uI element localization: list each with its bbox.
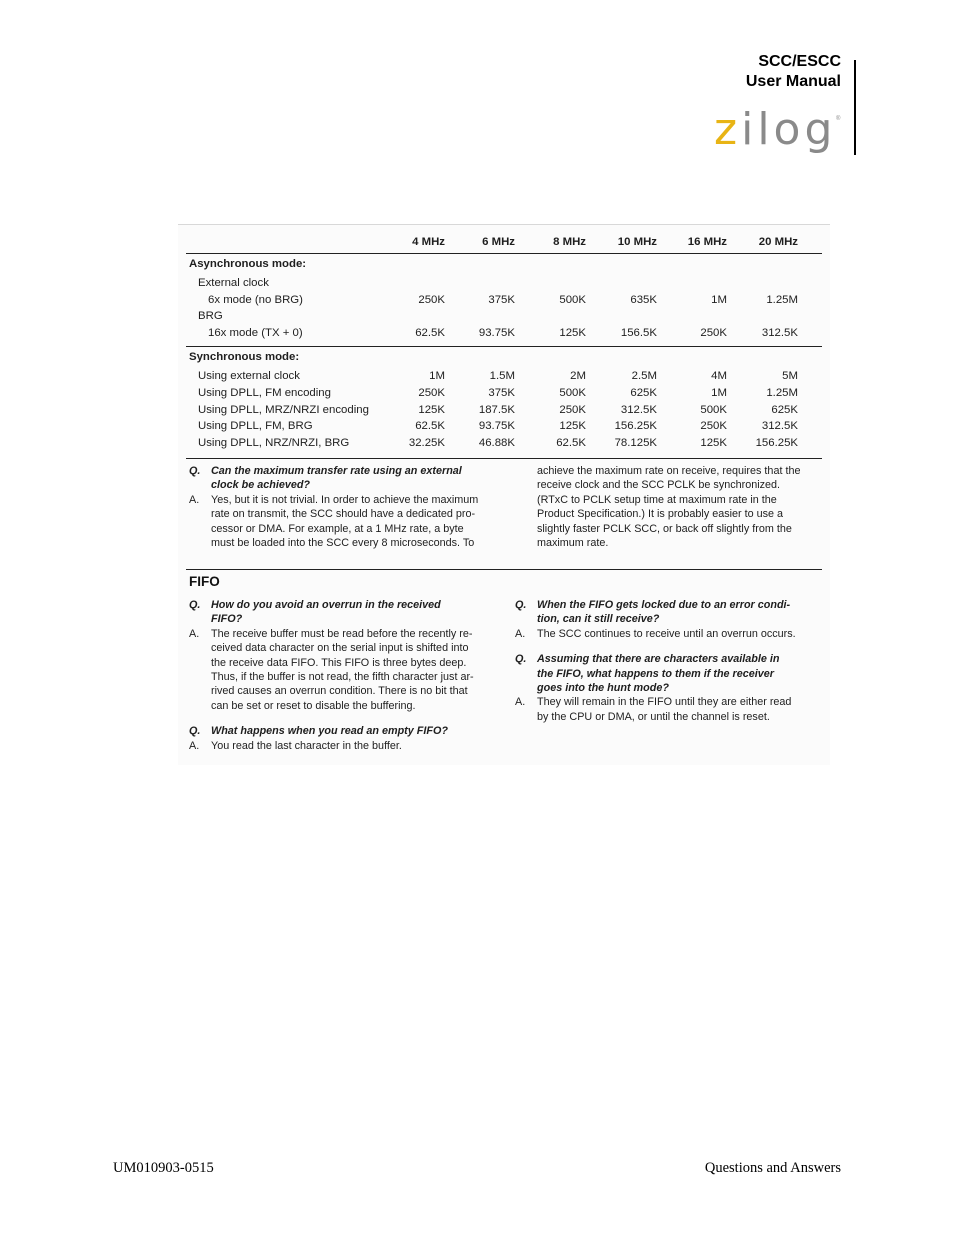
question bbox=[515, 652, 821, 695]
text-line: must be loaded into the SCC every 8 microseconds. To bbox=[211, 537, 475, 550]
svg-text:®: ® bbox=[836, 116, 841, 122]
rate-cell: 62.5K bbox=[556, 437, 586, 450]
text-line: Yes, but it is not trivial. In order to achieve the maximum bbox=[211, 493, 479, 506]
rate-cell: 187.5K bbox=[478, 403, 515, 416]
text-line: ceived data character on the serial input is shifted into bbox=[211, 642, 469, 655]
rate-cell: 625K bbox=[771, 403, 798, 416]
sync-row-label: Using DPLL, MRZ/NRZI encoding bbox=[198, 403, 369, 416]
text-line: maximum rate. bbox=[537, 537, 609, 550]
rate-cell: 312.5K bbox=[761, 420, 798, 433]
document-title bbox=[746, 52, 841, 92]
question-label: Q. bbox=[515, 653, 527, 666]
rate-cell: 4M bbox=[711, 370, 727, 382]
answer bbox=[189, 627, 495, 713]
fifo-rule bbox=[186, 569, 822, 570]
column-header: 20 MHz bbox=[758, 236, 798, 248]
rate-cell: 156.25K bbox=[614, 420, 657, 433]
table-header-rule bbox=[186, 253, 822, 254]
rate-cell: 1M bbox=[429, 370, 445, 382]
sync-row-label: Using DPLL, FM encoding bbox=[198, 386, 331, 399]
answer-text bbox=[537, 627, 821, 641]
text-line: clock be achieved? bbox=[211, 479, 311, 492]
question-text bbox=[537, 598, 821, 627]
answer: A. Yes, but it is not trivial. In order to achieve the maximum rate on transmit, the SCC should have a dedicated pro- cessor or DMA. For example, at a 1 MHz rate, a byte must be loaded into the SCC every 8 microseconds. To bbox=[189, 493, 495, 551]
answer-label: A. bbox=[515, 627, 526, 640]
rate-cell: 32.25K bbox=[408, 437, 445, 450]
fifo-right-column bbox=[515, 598, 821, 724]
text-line: achieve the maximum rate on receive, requires that the bbox=[537, 465, 801, 477]
rate-cell: 1M bbox=[711, 294, 727, 306]
rate-cell: 125K bbox=[700, 437, 727, 450]
footer-section: Questions and Answers bbox=[704, 1160, 841, 1176]
text-line: the receive data FIFO. This FIFO is three bytes deep. bbox=[211, 656, 467, 669]
column-header: 10 MHz bbox=[617, 236, 657, 248]
rate-cell: 5M bbox=[782, 370, 798, 382]
text-line: rived causes an overrun condition. There is no bit that bbox=[211, 685, 468, 698]
question-label: Q. bbox=[189, 599, 201, 611]
header-divider bbox=[854, 60, 856, 155]
title-product: SCC/ESCC bbox=[758, 53, 841, 70]
sync-heading: Synchronous mode: bbox=[189, 351, 300, 363]
sync-row-label: Using DPLL, FM, BRG bbox=[198, 420, 313, 433]
text-line: When the FIFO gets locked due to an error condi- bbox=[537, 599, 791, 611]
question-text bbox=[537, 652, 821, 695]
rate-cell: 250K bbox=[700, 327, 727, 339]
rate-cell: 375K bbox=[488, 386, 515, 399]
rate-cell: 500K bbox=[700, 403, 727, 416]
text-line: The receive buffer must be read before the recently re- bbox=[211, 627, 473, 640]
rate-cell: 62.5K bbox=[415, 420, 445, 433]
question-label: Q. bbox=[515, 599, 527, 611]
async-external-clock-label: External clock bbox=[198, 277, 269, 289]
rate-cell: 62.5K bbox=[415, 327, 445, 339]
question-text bbox=[211, 724, 495, 738]
answer-continued bbox=[537, 464, 821, 550]
text-line: FIFO? bbox=[211, 613, 243, 626]
rate-cell: 2M bbox=[570, 370, 586, 382]
answer bbox=[189, 739, 495, 753]
text-line: by the CPU or DMA, or until the channel is reset. bbox=[537, 710, 770, 723]
question bbox=[189, 724, 495, 738]
rate-cell: 1.5M bbox=[489, 370, 515, 382]
answer bbox=[515, 695, 821, 724]
question bbox=[515, 598, 821, 627]
spacer bbox=[515, 641, 821, 652]
logo-z-letter: z bbox=[714, 108, 742, 155]
rate-cell: 312.5K bbox=[761, 327, 798, 339]
spacer bbox=[189, 713, 495, 724]
answer-text bbox=[537, 695, 821, 724]
rate-cell: 125K bbox=[559, 327, 586, 339]
rate-cell: 156.25K bbox=[755, 437, 798, 450]
text-line: receive clock and the SCC PCLK be synchronized. bbox=[537, 479, 781, 492]
column-header: 6 MHz bbox=[482, 236, 515, 248]
text-line: (RTxC to PCLK setup time at maximum rate in the bbox=[537, 493, 777, 506]
rate-cell: 250K bbox=[418, 386, 445, 399]
rate-cell: 46.88K bbox=[478, 437, 515, 450]
text-line: Can the maximum transfer rate using an external bbox=[211, 465, 462, 477]
zilog-logo bbox=[714, 108, 844, 156]
question bbox=[189, 598, 495, 627]
text-line: rate on transmit, the SCC should have a dedicated pro- bbox=[211, 508, 476, 521]
question-text bbox=[211, 598, 495, 627]
rate-cell: 1.25M bbox=[766, 386, 798, 399]
text-line: How do you avoid an overrun in the received bbox=[211, 599, 441, 611]
question-label: Q. bbox=[189, 725, 201, 738]
async-row-label: 6x mode (no BRG) bbox=[208, 294, 303, 306]
section-rule bbox=[186, 346, 822, 347]
column-header: 8 MHz bbox=[553, 236, 586, 248]
text-line: slightly faster PCLK SCC, or back off slightly from the bbox=[537, 522, 792, 535]
rate-cell: 250K bbox=[700, 420, 727, 433]
answer-text bbox=[211, 627, 495, 713]
rate-cell: 250K bbox=[559, 403, 586, 416]
text-line: can be set or reset to disable the buffering. bbox=[211, 699, 416, 712]
rate-cell: 78.125K bbox=[614, 437, 657, 450]
text-line: Product Specification.) It is probably easier to use a bbox=[537, 508, 784, 521]
text-line: tion, can it still receive? bbox=[537, 613, 660, 626]
question: Q. Can the maximum transfer rate using an external clock be achieved? bbox=[189, 464, 495, 493]
column-header: 4 MHz bbox=[412, 236, 445, 248]
qa-transfer-right bbox=[537, 464, 821, 550]
answer bbox=[515, 627, 821, 641]
column-header: 16 MHz bbox=[687, 236, 727, 248]
rate-cell: 250K bbox=[418, 294, 445, 306]
logo-ilog-letters: ilog bbox=[741, 108, 837, 155]
rate-cell: 500K bbox=[559, 294, 586, 306]
async-brg-label: BRG bbox=[198, 310, 223, 322]
answer-label: A. bbox=[189, 627, 200, 640]
rate-cell: 125K bbox=[418, 403, 445, 416]
text-line: cessor or DMA. For example, at a 1 MHz rate, a byte bbox=[211, 522, 464, 535]
rate-cell: 625K bbox=[630, 386, 657, 399]
qa-transfer-left bbox=[189, 464, 495, 550]
rate-cell: 93.75K bbox=[478, 420, 515, 433]
async-row-label: 16x mode (TX + 0) bbox=[208, 327, 303, 339]
rate-cell: 500K bbox=[559, 386, 586, 399]
text-line: goes into the hunt mode? bbox=[537, 682, 669, 695]
text-line: Assuming that there are characters available in bbox=[537, 653, 780, 666]
rate-cell: 2.5M bbox=[631, 370, 657, 382]
rate-cell: 635K bbox=[630, 294, 657, 306]
svg-text:zilog bbox=[714, 108, 836, 155]
rate-cell: 1M bbox=[711, 386, 727, 399]
text-line: The SCC continues to receive until an overrun occurs. bbox=[537, 627, 796, 640]
text-line: You read the last character in the buffer. bbox=[211, 739, 402, 752]
text-line: What happens when you read an empty FIFO? bbox=[211, 725, 448, 738]
text-line: the FIFO, what happens to them if the receiver bbox=[537, 667, 774, 680]
rate-cell: 125K bbox=[559, 420, 586, 433]
answer-label: A. bbox=[189, 739, 200, 752]
sync-row-label: Using DPLL, NRZ/NRZI, BRG bbox=[198, 437, 350, 450]
rate-cell: 93.75K bbox=[478, 327, 515, 339]
scanned-page-insert bbox=[178, 224, 830, 765]
answer-text bbox=[211, 739, 495, 753]
fifo-heading: FIFO bbox=[189, 574, 220, 589]
footer-doc-id: UM010903-0515 bbox=[113, 1160, 214, 1176]
text-line: Thus, if the buffer is not read, the fifth character just ar- bbox=[211, 671, 474, 684]
rate-cell: 375K bbox=[488, 294, 515, 306]
text-line: They will remain in the FIFO until they are either read bbox=[537, 696, 792, 709]
rate-cell: 156.5K bbox=[620, 327, 657, 339]
sync-row-label: Using external clock bbox=[198, 370, 300, 382]
rate-cell: 1.25M bbox=[766, 294, 798, 306]
fifo-left-column bbox=[189, 598, 495, 753]
rate-cell: 312.5K bbox=[620, 403, 657, 416]
table-bottom-rule bbox=[186, 458, 822, 459]
answer-label: A. bbox=[515, 696, 526, 709]
async-heading: Asynchronous mode: bbox=[189, 258, 307, 270]
title-manual: User Manual bbox=[745, 73, 841, 90]
